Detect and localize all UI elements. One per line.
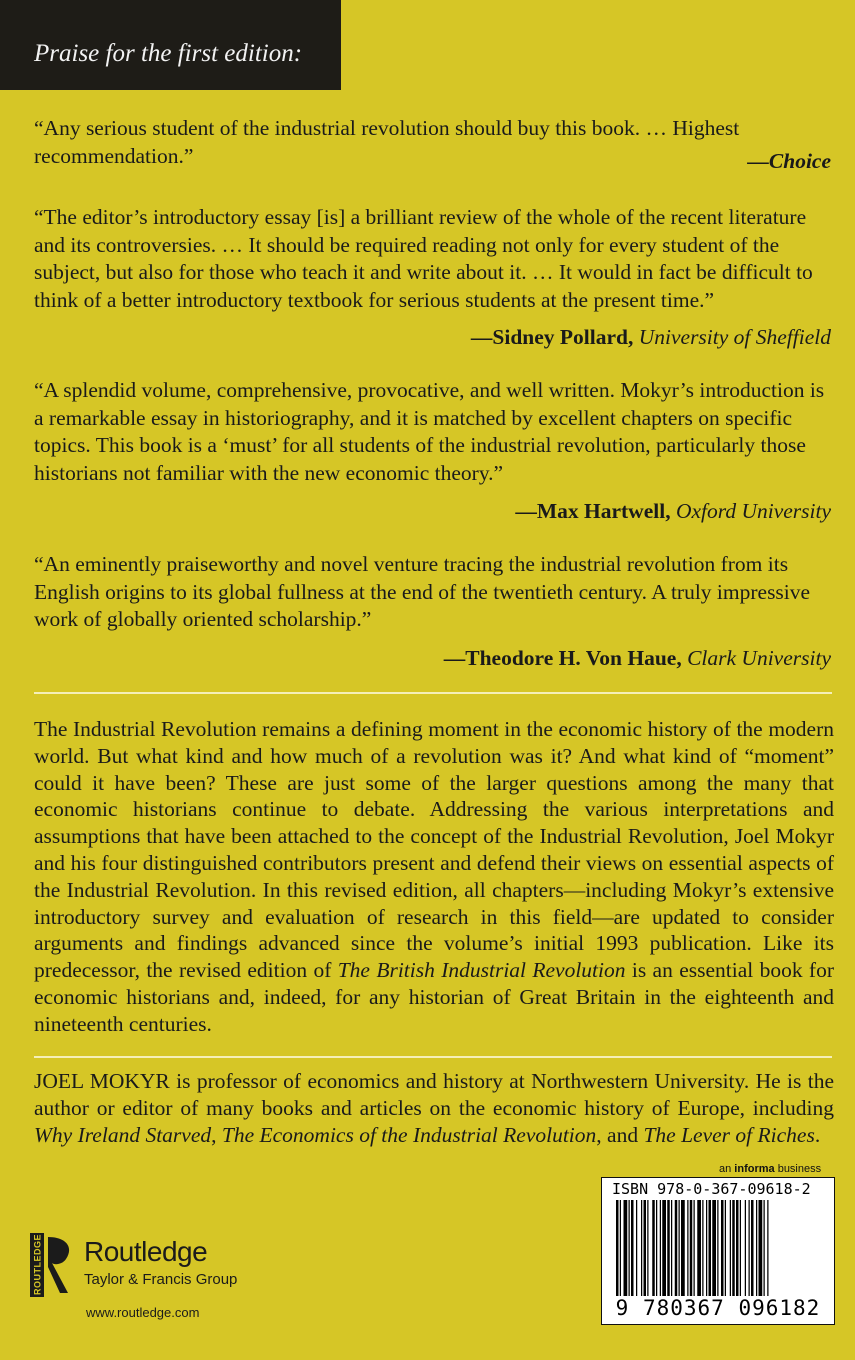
- barcode-bar: [644, 1200, 647, 1296]
- publisher-group: Taylor & Francis Group: [84, 1271, 238, 1288]
- barcode-bar: [624, 1200, 628, 1296]
- praise-attribution-4: [444, 645, 831, 672]
- barcode-bar: [681, 1200, 685, 1296]
- praise-attribution-2: [471, 324, 831, 351]
- divider-top: [34, 692, 832, 694]
- barcode-bar: [745, 1200, 746, 1296]
- praise-attribution-1: [747, 148, 831, 175]
- barcode-bar: [702, 1200, 703, 1296]
- barcode-bar: [709, 1200, 712, 1296]
- barcode-bar: [667, 1200, 670, 1296]
- barcode-bar: [662, 1200, 666, 1296]
- barcode-bars: [616, 1200, 820, 1296]
- barcode-bar: [749, 1200, 750, 1296]
- barcode-bar: [751, 1200, 754, 1296]
- barcode-bar: [616, 1200, 619, 1296]
- tagline-brand: informa: [734, 1163, 775, 1175]
- praise-attribution-3: [515, 498, 831, 525]
- barcode-bar: [697, 1200, 701, 1296]
- bio-sep-1: ,: [211, 1122, 222, 1147]
- description-text-1: The Industrial Revolution remains a defining moment in the economic history of the modern world. But what kind and how much of a revolution was it? And what kind of “moment” could it have been? These are just some of the larger questions among the many that economic historians continue to debate. Addressing the various interpretations and assumptions that have been attached to the concept of the Industrial Revolution, Joel Mokyr and his four distinguished contributors present and defend their views on essential aspects of the Industrial Revolution. In this revised edition, all chapters—including Mokyr’s extensive introductory survey and evaluation of research in this field—are updated to consider arguments and findings advanced since the volume’s initial 1993 publication. Like its predecessor, the revised edition of: [34, 717, 834, 983]
- praise-quote-3: “A splendid volume, comprehensive, provocative, and well written. Mokyr’s introduction is a remarkable essay in historiography, and it is matched by excellent chapters on specific topics. This book is a ‘must’ for all students of the industrial revolution, particularly those historians not familiar with the new economic theory.”: [34, 378, 825, 485]
- praise-quote-2: “The editor’s introductory essay [is] a brilliant review of the whole of the recent literature and its controversies. … It should be required reading not only for every student of the subject, but also for those who teach it and write about it. … It would in fact be difficult to think of a better introductory textbook for serious students at the present time.”: [34, 205, 813, 312]
- barcode-bar: [620, 1200, 621, 1296]
- attribution-affiliation: University of Sheffield: [638, 325, 831, 349]
- attribution-name: —Max Hartwell,: [515, 499, 671, 523]
- barcode-bar: [732, 1200, 735, 1296]
- attribution-name: —Choice: [747, 149, 831, 173]
- barcode-bar: [725, 1200, 726, 1296]
- tagline-prefix: an: [719, 1163, 735, 1175]
- attribution-affiliation: Oxford University: [675, 499, 831, 523]
- barcode-digits: 9 780367 096182: [615, 1296, 821, 1320]
- barcode-bar: [687, 1200, 688, 1296]
- barcode-bar: [740, 1200, 741, 1296]
- barcode-bar: [736, 1200, 739, 1296]
- description-text-2: is an essential book for economic historians and, indeed, for any historian of Great Britain in the eighteenth and nineteenth centuries.: [34, 958, 834, 1036]
- barcode-bar: [694, 1200, 695, 1296]
- attribution-name: —Sidney Pollard,: [470, 325, 634, 349]
- barcode-bar: [764, 1200, 765, 1296]
- attribution-name: —Theodore H. Von Haue,: [443, 646, 682, 670]
- barcode-bar: [652, 1200, 655, 1296]
- barcode-bar: [671, 1200, 672, 1296]
- bio-book-1: Why Ireland Starved: [34, 1122, 212, 1147]
- barcode-bar: [641, 1200, 642, 1296]
- barcode-bar: [730, 1200, 731, 1296]
- praise-quote-1: “Any serious student of the industrial revolution should buy this book. … Highest recommendation.”: [34, 116, 740, 168]
- isbn-barcode: [601, 1177, 835, 1325]
- bio-book-3: The Lever of Riches: [643, 1122, 815, 1147]
- barcode-bar: [767, 1200, 768, 1296]
- header-box: [0, 0, 341, 90]
- barcode-bar: [759, 1200, 763, 1296]
- barcode-bar: [721, 1200, 724, 1296]
- book-description: [34, 716, 834, 1038]
- attribution-affiliation: Clark University: [687, 646, 831, 670]
- bio-book-2: The Economics of the Industrial Revolution: [221, 1122, 597, 1147]
- logo-vertical-text: ROUTLEDGE: [32, 1233, 43, 1295]
- barcode-bar: [706, 1200, 707, 1296]
- barcode-bar: [647, 1200, 648, 1296]
- praise-quote-4: “An eminently praiseworthy and novel venture tracing the industrial revolution from its English origins to its global fullness at the end of the twentieth century. A truly impressive work of globally oriented scholarship.”: [34, 552, 811, 631]
- routledge-logo-icon: [30, 1233, 78, 1297]
- praise-heading: Praise for the first edition:: [34, 40, 303, 67]
- informa-tagline: [719, 1163, 821, 1175]
- description-book-title: The British Industrial Revolution: [337, 958, 626, 983]
- bio-sep-2: , and: [596, 1122, 644, 1147]
- barcode-bar: [690, 1200, 693, 1296]
- barcode-bar: [756, 1200, 757, 1296]
- barcode-bar: [631, 1200, 634, 1296]
- barcode-bar: [712, 1200, 716, 1296]
- barcode-bar: [660, 1200, 661, 1296]
- divider-bottom: [34, 1056, 832, 1058]
- barcode-bar: [675, 1200, 678, 1296]
- barcode-bar: [636, 1200, 637, 1296]
- tagline-suffix: business: [774, 1163, 822, 1175]
- bio-text: JOEL MOKYR is professor of economics and history at Northwestern University. He is the author or editor of many books and articles on the economic history of Europe, including: [34, 1069, 834, 1120]
- author-bio: [34, 1068, 834, 1148]
- bio-end: .: [814, 1122, 821, 1147]
- barcode-bar: [717, 1200, 718, 1296]
- publisher-name: Routledge: [84, 1236, 208, 1267]
- barcode-bar: [629, 1200, 630, 1296]
- barcode-bar: [679, 1200, 680, 1296]
- publisher-url[interactable]: www.routledge.com: [86, 1305, 200, 1320]
- isbn-label: ISBN 978-0-367-09618-2: [612, 1180, 811, 1198]
- barcode-bar: [656, 1200, 657, 1296]
